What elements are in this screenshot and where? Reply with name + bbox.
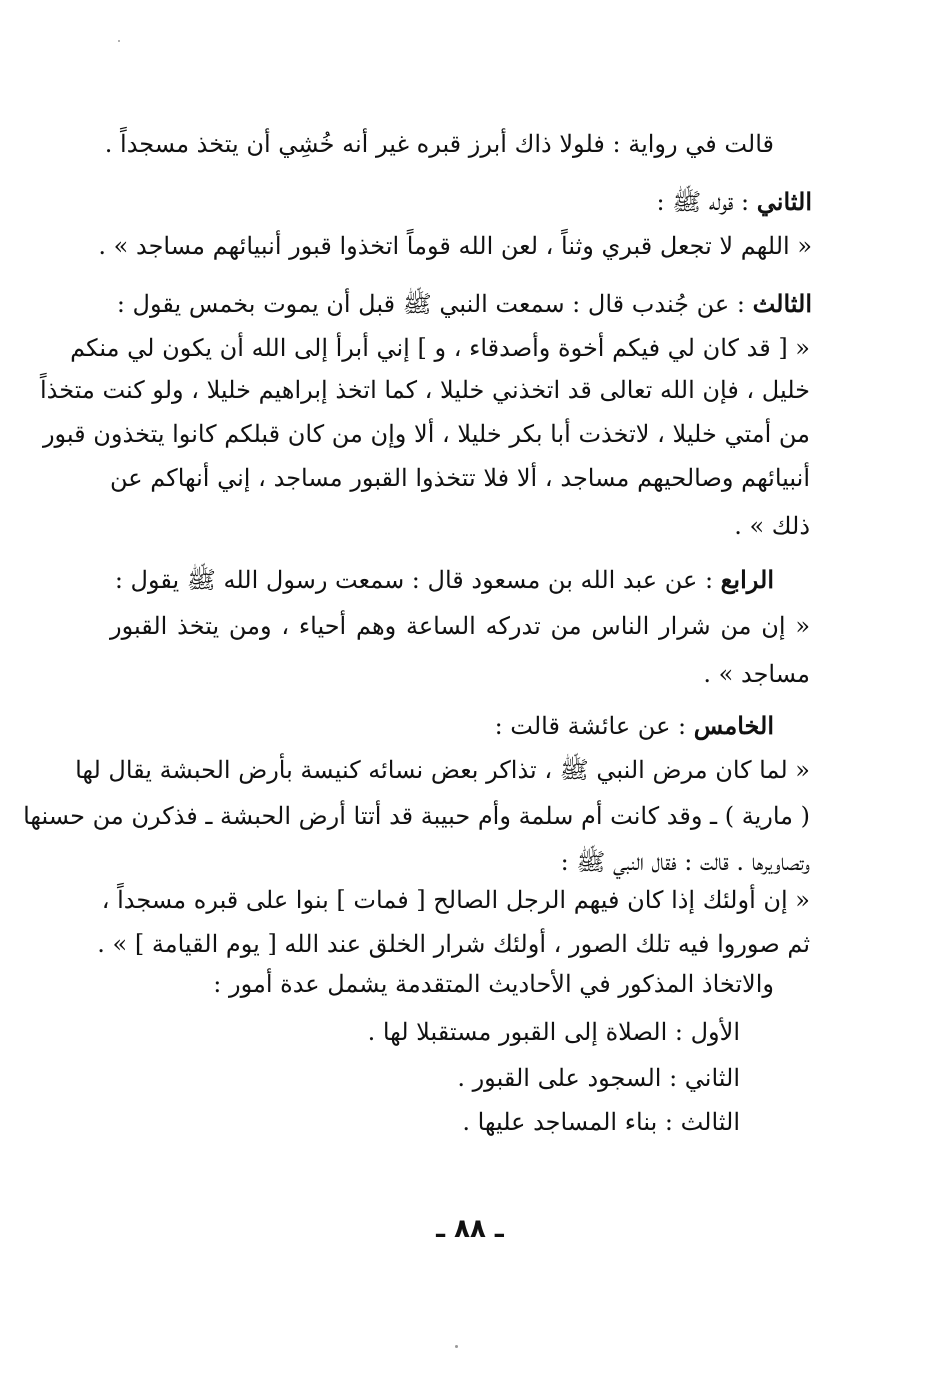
list-item: الثاني : السجود على القبور . <box>457 1064 740 1092</box>
text-line: « [ قد كان لي فيكم أخوة وأصدقاء ، و ] إني أبرأ إلى الله أن يكون لي منكم <box>70 334 810 362</box>
section-heading-fifth: الخامس : عن عائشة قالت : <box>494 711 774 740</box>
text-line: ثم صوروا فيه تلك الصور ، أولئك شرار الخلق عند الله [ يوم القيامة ] » . <box>97 930 810 958</box>
section-label: الثالث <box>752 289 812 318</box>
section-label: الخامس <box>693 711 774 740</box>
text-line: « لما كان مرض النبي ﷺ ، تذاكر بعض نسائه كنيسة بأرض الحبشة يقال لها <box>75 756 810 784</box>
text-line: أنبيائهم وصالحيهم مساجد ، ألا فلا تتخذوا القبور مساجد ، إني أنهاكم عن <box>110 464 810 492</box>
section-heading-second: الثاني : قوله ﷺ : <box>656 187 812 216</box>
page-number: ـ ٨٨ ـ <box>436 1214 504 1244</box>
text-line: « إن أولئك إذا كان فيهم الرجل الصالح [ فمات ] بنوا على قبره مسجداً ، <box>101 886 810 914</box>
text-line: خليل ، فإن الله تعالى قد اتخذني خليلا ، كما اتخذ إبراهيم خليلا ، ولو كنت متخذاً <box>39 376 810 404</box>
text-line: « إن من شرار الناس من تدركه الساعة وهم أحياء ، ومن يتخذ القبور <box>110 612 810 640</box>
text-line: « اللهم لا تجعل قبري وثناً ، لعن الله قوماً اتخذوا قبور أنبيائهم مساجد » . <box>98 232 812 260</box>
text-line: ذلك » . <box>734 512 810 540</box>
text-line: مساجد » . <box>703 660 810 688</box>
text-line: من أمتي خليلا ، لاتخذت أبا بكر خليلا ، ألا وإن من كان قبلكم كانوا يتخذون قبور <box>42 420 810 448</box>
list-item: الأول : الصلاة إلى القبور مستقبلا لها . <box>367 1018 740 1046</box>
section-heading-fourth: الرابع : عن عبد الله بن مسعود قال : سمعت رسول الله ﷺ يقول : <box>114 565 774 594</box>
section-label: الرابع <box>720 565 774 594</box>
list-item: الثالث : بناء المساجد عليها . <box>462 1108 740 1136</box>
section-label: الثاني <box>756 187 812 216</box>
scan-speck <box>118 40 120 42</box>
text-line: ( مارية ) ـ وقد كانت أم سلمة وأم حبيبة قد أتتا أرض الحبشة ـ فذكرن من حسنها <box>23 802 810 830</box>
text-line: وتصاويرها . قالت : فقال النبي ﷺ : <box>560 848 810 876</box>
text-line: قالت في رواية : فلولا ذاك أبرز قبره غير أنه خُشِي أن يتخذ مسجداً . <box>104 130 774 158</box>
section-heading-third: الثالث : عن جُندب قال : سمعت النبي ﷺ قبل أن يموت بخمس يقول : <box>116 289 812 318</box>
text-line: والاتخاذ المذكور في الأحاديث المتقدمة يشمل عدة أمور : <box>213 970 774 998</box>
scan-speck <box>455 1345 458 1348</box>
